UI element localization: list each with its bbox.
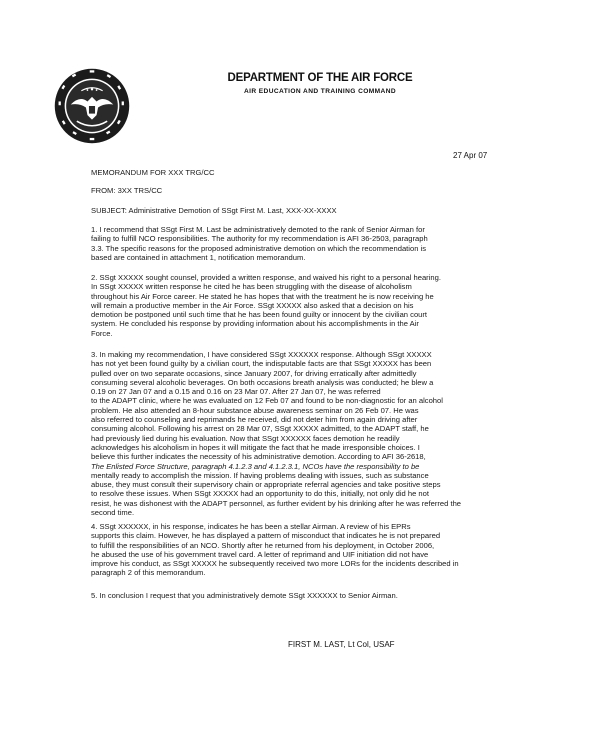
- text-line: In SSgt XXXXX written response he cited he has been struggling with the disease of alcoholism: [91, 282, 412, 292]
- text-line: consuming several alcoholic beverages. On both occasions breath analysis was conducted; he blew a: [91, 377, 434, 387]
- text-line: resist, he was dishonest with the ADAPT personnel, as further evident by his drinking after he was referred the: [91, 498, 462, 508]
- text-line: supports this claim. However, he has displayed a pattern of misconduct that indicates he is not prepared: [91, 531, 441, 541]
- department-title: DEPARTMENT OF THE AIR FORCE: [227, 72, 413, 84]
- text-line: throughout his Air Force career. He stated he has hopes that with the treatment he is now receiving he: [91, 291, 434, 301]
- text-line: 5. In conclusion I request that you administratively demote SSgt XXXXXX to Senior Airman.: [91, 591, 398, 600]
- text-line: has not yet been found guilty by a civilian court, the indisputable facts are that SSgt XXXXX has been: [91, 359, 432, 369]
- text-line: system. He concluded his response by providing information about his accomplishments in the Air: [91, 319, 419, 329]
- text-line: believe this further indicates the necessity of his administrative demotion. According to AFI 36-2618,: [91, 452, 426, 462]
- text-line: also referred to counseling and reprimands he received, did not deter him from again driving after: [91, 415, 418, 425]
- paragraph-4: [91, 522, 521, 578]
- text-line: Force.: [91, 328, 113, 338]
- subject-line: SUBJECT: Administrative Demotion of SSgt First M. Last, XXX-XX-XXXX: [91, 206, 337, 215]
- text-line: abuse, they must consult their supervisory chain or appropriate referral agencies and take positive steps: [91, 480, 441, 490]
- paragraph-2: [91, 273, 521, 338]
- text-line: 2. SSgt XXXXX sought counsel, provided a written response, and waived his right to a personal hearing.: [91, 273, 441, 282]
- text-line: 1. I recommend that SSgt First M. Last be administratively demoted to the rank of Senior Airman for: [91, 225, 425, 234]
- text-line: failing to fulfill NCO responsibilities. The authority for my recommendation is AFI 36-2503, paragraph: [91, 234, 428, 244]
- text-line: pulled over on two separate occasions, since January 2007, for driving erratically after admittedly: [91, 368, 417, 378]
- text-line: demotion be postponed until such time that he has been found guilty or innocent by the civilian court: [91, 310, 428, 320]
- signature-block: FIRST M. LAST, Lt Col, USAF: [288, 640, 395, 649]
- text-line: 0.19 on 27 Jan 07 and a 0.15 and 0.16 on 23 Mar 07. After 27 Jan 07, he was referred: [91, 387, 381, 397]
- text-line: second time.: [91, 508, 135, 518]
- paragraph-3: [91, 350, 521, 517]
- text-line: paragraph 2 of this memorandum.: [91, 568, 206, 578]
- text-line: consuming alcohol. Following his arrest on 28 Mar 07, SSgt XXXXX admitted, to the ADAPT staff, he: [91, 424, 429, 434]
- paragraph-1: [91, 225, 521, 262]
- department-of-defense-seal: [54, 68, 130, 144]
- text-line: acknowledges his alcoholism in hopes it will mitigate the fact that he made irresponsible choices. I: [91, 442, 420, 452]
- text-line: mentally ready to accomplish the mission. If having problems dealing with issues, such as substance: [91, 470, 429, 480]
- text-line: to resolve these issues. When SSgt XXXXX had an opportunity to do this, initially, not only did he not: [91, 489, 429, 499]
- paragraph-5: [91, 591, 521, 600]
- text-line: will remain a productive member in the Air Force. SSgt XXXXX also asked that a decision on his: [91, 300, 414, 310]
- memo-date: 27 Apr 07: [453, 151, 488, 160]
- text-line: 3. In making my recommendation, I have considered SSgt XXXXXX response. Although SSgt XXXXX: [91, 350, 432, 359]
- text-line: to fulfill the responsibilities of an NCO. Shortly after he returned from his deployment, in October 2006,: [91, 540, 435, 550]
- text-line: based are contained in attachment 1, notification memorandum.: [91, 252, 306, 262]
- text-line: improve his conduct, as SSgt XXXXX he subsequently received two more LORs for the incidents described in: [91, 559, 459, 569]
- memo-for-line: MEMORANDUM FOR XXX TRG/CC: [91, 168, 215, 177]
- text-line: 4. SSgt XXXXXX, in his response, indicates he has been a stellar Airman. A review of his EPRs: [91, 522, 411, 531]
- from-line: FROM: 3XX TRS/CC: [91, 186, 163, 195]
- text-line: had previously lied during his evaluation. Now that SSgt XXXXXX faces demotion he readily: [91, 433, 400, 443]
- text-line: problem. He also attended an 8-hour substance abuse awareness seminar on 26 Feb 07. He was: [91, 405, 419, 415]
- text-line: 3.3. The specific reasons for the proposed administrative demotion on which the recommendation is: [91, 243, 427, 253]
- text-line: he abused the use of his government travel card. A letter of reprimand and UIF initiation did not have: [91, 549, 429, 559]
- text-line: The Enlisted Force Structure, paragraph 4.1.2.3 and 4.1.2.3.1, NCOs have the responsibility to be: [91, 461, 420, 471]
- text-line: to the ADAPT clinic, where he was evaluated on 12 Feb 07 and found to be non-diagnostic for an alcohol: [91, 396, 443, 406]
- command-subtitle: AIR EDUCATION AND TRAINING COMMAND: [243, 88, 397, 95]
